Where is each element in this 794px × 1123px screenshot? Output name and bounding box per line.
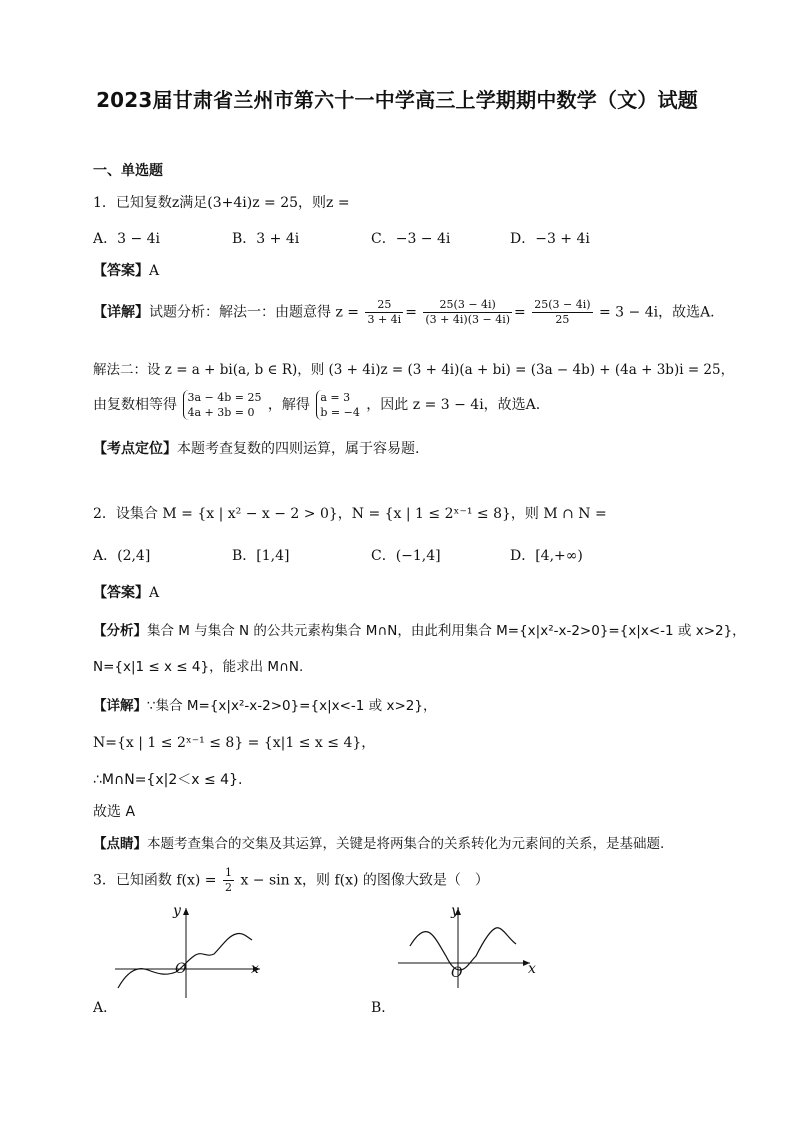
q3-graph-b	[396, 900, 546, 990]
q1-detail-suffix: = 3 − 4i，故选A.	[598, 304, 715, 321]
q1-method2b	[93, 390, 540, 420]
q3-b-x-label: x	[528, 961, 536, 977]
q1-option-b: B．3 + 4i	[232, 231, 300, 247]
q3-b-y-label: y	[451, 903, 459, 919]
q3-option-a: A．	[93, 1000, 118, 1016]
section-heading: 一、单选题	[93, 163, 163, 179]
q3-stem-suffix: x − sin x，则 f(x) 的图像大致是（ ）	[240, 872, 489, 889]
q2-comment	[93, 832, 664, 852]
comment-tag: 【点睛】	[93, 836, 147, 852]
q1-fraction-2: $\frac{25(3 - 4i)}{(3 + 4i)(3 - 4i)}$	[425, 298, 511, 326]
q1-detail: 【详解】试题分析：解法一：由题意得 z = $\frac{25}{3 + 4i}$ = $\frac{25(3 - 4i)}{(3 + 4i)(3 - 4i)}$ = $\frac{25(3 - 4i)}{25}$ = 3 − 4i，故选A.	[93, 298, 715, 326]
q2-answer-value: A	[149, 585, 160, 601]
q3-stem	[93, 866, 489, 895]
q1-method2b-pre: 由复数相等得	[93, 397, 177, 413]
q3-graph-a	[110, 900, 270, 1000]
q2-analysis-1-text: 集合 M 与集合 N 的公共元素构集合 M∩N，由此利用集合 M={x|x²-x-2>0}={x|x<-1 或 x>2}，	[147, 623, 746, 639]
q1-point	[93, 438, 419, 458]
q2-detail-4: 故选 A	[93, 804, 136, 820]
q1-option-c: C．−3 − 4i	[371, 231, 451, 247]
q1-point-text: 本题考查复数的四则运算，属于容易题.	[177, 441, 420, 457]
detail-tag: 【详解】	[93, 304, 149, 321]
q1-method2: 解法二：设 z = a + bi(a, b ∈ R)，则 (3 + 4i)z = (3 + 4i)(a + bi) = (3a − 4b) + (4a + 3b)i = 25，	[93, 362, 735, 378]
answer-tag: 【答案】	[93, 263, 149, 279]
q2-option-a: A．(2,4]	[93, 548, 151, 564]
q2-comment-text: 本题考查集合的交集及其运算，关键是将两集合的关系转化为元素间的关系，是基础题.	[147, 836, 665, 852]
q2-option-d: D．[4,+∞)	[510, 548, 583, 564]
q2-stem: 2．设集合 M = {x | x² − x − 2 > 0}，N = {x | 1 ≤ 2ˣ⁻¹ ≤ 8}，则 M ∩ N =	[93, 506, 607, 522]
q1-system-2: a = 3 b = −4	[316, 390, 359, 420]
point-tag: 【考点定位】	[93, 441, 177, 457]
q2-analysis-1	[93, 619, 746, 639]
page-title: 2023届甘肃省兰州市第六十一中学高三上学期期中数学（文）试题	[96, 88, 698, 112]
q2-analysis-2: N={x|1 ≤ x ≤ 4}，能求出 M∩N.	[93, 659, 304, 675]
q1-method2b-suffix: ，因此 z = 3 − 4i，故选A.	[366, 397, 541, 413]
q1-detail-prefix: 试题分析：解法一：由题意得 z =	[149, 304, 360, 321]
q1-fraction-1: $\frac{25}{3 + 4i}$	[367, 298, 402, 326]
q2-detail-3: ∴M∩N={x|2＜x ≤ 4}.	[93, 772, 243, 788]
q3-option-b: B．	[371, 1000, 396, 1016]
q2-option-b: B．[1,4]	[232, 548, 290, 564]
detail-tag: 【详解】	[93, 698, 147, 714]
q3-a-y-label: y	[173, 903, 181, 919]
q1-stem: 1．已知复数z满足(3+4i)z = 25，则z =	[93, 195, 350, 211]
q1-answer	[93, 260, 159, 280]
q2-detail-1	[93, 694, 436, 714]
q3-b-origin: O	[451, 965, 463, 981]
q3-half-fraction: $\frac{1}{2}$	[225, 866, 232, 894]
q3-a-origin: O	[175, 961, 187, 977]
q1-system-1: 3a − 4b = 25 4a + 3b = 0	[183, 390, 261, 420]
q2-option-c: C．(−1,4]	[371, 548, 441, 564]
analysis-tag: 【分析】	[93, 623, 147, 639]
q1-method2b-mid: ，解得	[267, 397, 310, 413]
q2-detail-1-text: ∵集合 M={x|x²-x-2>0}={x|x<-1 或 x>2}，	[147, 698, 437, 714]
q1-option-a: A．3 − 4i	[93, 231, 161, 247]
q2-detail-2: N={x | 1 ≤ 2ˣ⁻¹ ≤ 8} = {x|1 ≤ x ≤ 4}，	[93, 735, 376, 751]
q3-stem-pre: 3．已知函数 f(x) =	[93, 872, 217, 889]
q1-option-d: D．−3 + 4i	[510, 231, 590, 247]
q1-answer-value: A	[149, 263, 160, 279]
answer-tag: 【答案】	[93, 585, 149, 601]
q1-fraction-3: $\frac{25(3 - 4i)}{25}$	[534, 298, 591, 326]
q2-answer	[93, 582, 159, 602]
q3-a-x-label: x	[251, 961, 259, 977]
